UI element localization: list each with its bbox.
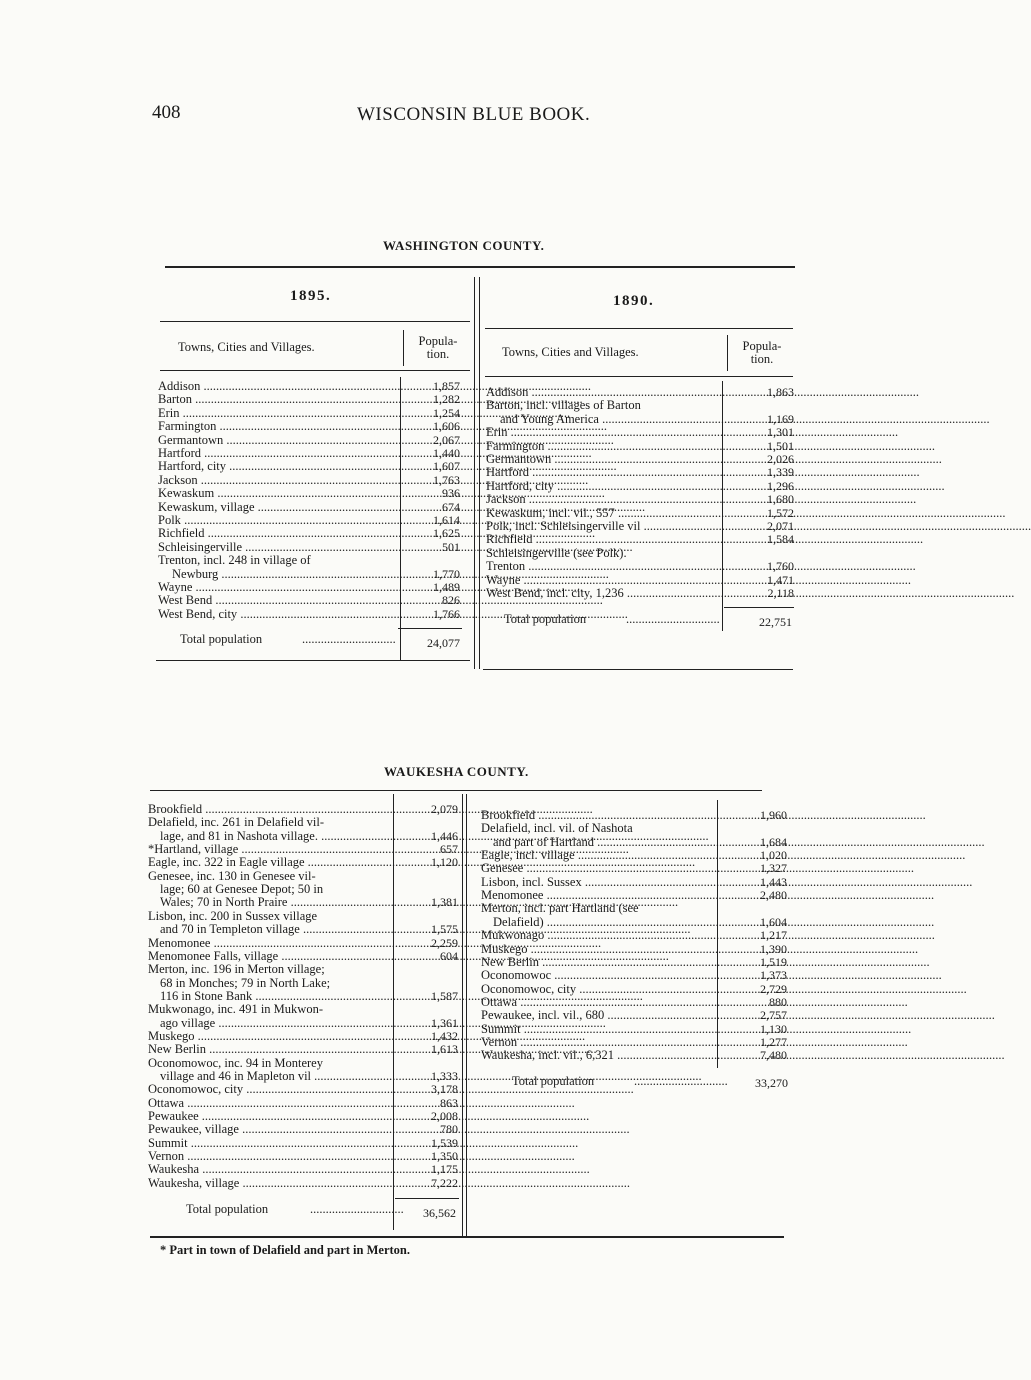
row-value: 1,443 bbox=[760, 874, 787, 889]
population-column-header bbox=[728, 340, 796, 366]
table-row bbox=[486, 413, 796, 426]
row-name: Addison ..... bbox=[486, 386, 720, 399]
table-row bbox=[148, 1030, 460, 1043]
table-row bbox=[486, 480, 796, 493]
page-number: 408 bbox=[152, 102, 181, 123]
table-row bbox=[148, 1123, 460, 1136]
row-name: Kewaskum ..... bbox=[158, 487, 398, 500]
row-name: New Berlin ..... bbox=[148, 1043, 392, 1056]
row-value: 1,471 bbox=[767, 572, 794, 587]
total-population-value: 24,077 bbox=[427, 636, 460, 650]
header-rule bbox=[160, 370, 470, 371]
table-row bbox=[481, 1009, 789, 1022]
row-value: 1,217 bbox=[760, 928, 787, 943]
row-value: 1,350 bbox=[431, 1149, 458, 1164]
row-name: Wayne ..... bbox=[486, 574, 720, 587]
table-row bbox=[158, 380, 468, 393]
table-row bbox=[148, 1043, 460, 1056]
row-name: Pewaukee ..... bbox=[148, 1110, 392, 1123]
table-row bbox=[148, 977, 460, 990]
row-value: 2,480 bbox=[760, 888, 787, 903]
waukesha-county-title: WAUKESHA COUNTY. bbox=[384, 764, 529, 779]
row-value: 1,020 bbox=[760, 848, 787, 863]
row-value: 1,863 bbox=[767, 385, 794, 399]
row-value: 1,254 bbox=[433, 405, 460, 420]
table-row bbox=[158, 554, 468, 567]
table-row bbox=[481, 916, 789, 929]
table-row bbox=[481, 809, 789, 822]
row-value: 2,729 bbox=[760, 981, 787, 996]
row-name: Merton, inc. 196 in Merton village; bbox=[148, 962, 325, 977]
population-header-line: tion. bbox=[750, 352, 774, 366]
row-value: 2,008 bbox=[431, 1109, 458, 1124]
row-name: Oconomowoc, city ..... bbox=[148, 1083, 392, 1096]
row-value: 1,604 bbox=[760, 914, 787, 929]
total-leader: .............................. bbox=[302, 632, 396, 646]
row-value: 826 bbox=[442, 593, 460, 608]
table-row bbox=[148, 1097, 460, 1110]
table-row bbox=[481, 969, 789, 982]
row-value: 1,501 bbox=[767, 438, 794, 453]
row-name: Menomonee Falls, village ..... bbox=[148, 950, 392, 963]
table-row bbox=[486, 507, 796, 520]
row-name: Polk ..... bbox=[158, 514, 398, 527]
row-name: Brookfield ..... bbox=[148, 803, 392, 816]
row-name: Menomonee ..... bbox=[148, 937, 392, 950]
table-row bbox=[158, 407, 468, 420]
table-row bbox=[158, 447, 468, 460]
table-row bbox=[481, 996, 789, 1009]
table-row bbox=[148, 1110, 460, 1123]
row-value: 1,572 bbox=[767, 505, 794, 520]
year-1890-heading: 1890. bbox=[613, 293, 655, 309]
table-row bbox=[148, 923, 460, 936]
table-row bbox=[148, 937, 460, 950]
table-row bbox=[481, 956, 789, 969]
row-value: 1,760 bbox=[767, 559, 794, 574]
table-row bbox=[481, 862, 789, 875]
row-value: 1,373 bbox=[760, 968, 787, 983]
row-name: Brookfield ..... bbox=[481, 809, 715, 822]
row-name: Delafield, inc. 261 in Delafield vil- bbox=[148, 815, 324, 830]
table-row bbox=[481, 902, 789, 915]
table-row bbox=[148, 910, 460, 923]
table-row bbox=[158, 514, 468, 527]
row-name: Wales; 70 in North Praire ..... bbox=[160, 896, 392, 909]
row-name: Oconomowoc ..... bbox=[481, 969, 715, 982]
row-name: *Hartland, village ..... bbox=[148, 843, 392, 856]
row-value: 1,763 bbox=[433, 472, 460, 487]
row-name: Newburg ..... bbox=[172, 568, 398, 581]
row-name: 68 in Monches; 79 in North Lake; bbox=[160, 975, 331, 990]
row-value: 1,770 bbox=[433, 566, 460, 581]
row-value: 2,079 bbox=[431, 802, 458, 816]
row-name: Erin ..... bbox=[158, 407, 398, 420]
total-population-value: 22,751 bbox=[759, 615, 792, 629]
towns-column-header: Towns, Cities and Villages. bbox=[178, 340, 315, 354]
table-row bbox=[148, 870, 460, 883]
row-value: 863 bbox=[440, 1095, 458, 1110]
row-name: Schleisingerville ..... bbox=[158, 541, 398, 554]
row-name: Schleisingerville (see Polk). bbox=[486, 545, 627, 560]
header-rule bbox=[160, 321, 470, 322]
row-name: Mukwonago, inc. 491 in Mukwon- bbox=[148, 1002, 323, 1017]
row-value: 1,169 bbox=[767, 411, 794, 426]
year-1895-heading: 1895. bbox=[290, 288, 332, 304]
row-name: New Berlin ..... bbox=[481, 956, 715, 969]
table-row bbox=[148, 856, 460, 869]
row-value: 1,606 bbox=[433, 419, 460, 434]
row-value: 1,296 bbox=[767, 478, 794, 493]
table-row bbox=[481, 983, 789, 996]
table-row bbox=[158, 541, 468, 554]
row-value: 1,960 bbox=[760, 808, 787, 822]
row-name: Hartford, city ..... bbox=[486, 480, 720, 493]
table-row bbox=[148, 1003, 460, 1016]
row-name: Oconomowoc, inc. 94 in Monterey bbox=[148, 1055, 323, 1070]
row-name: Ottawa ..... bbox=[481, 996, 715, 1009]
row-value: 1,301 bbox=[767, 425, 794, 440]
row-value: 1,390 bbox=[760, 941, 787, 956]
table-row bbox=[148, 830, 460, 843]
table-row bbox=[486, 560, 796, 573]
row-name: Merton, incl. part Hartland (see bbox=[481, 901, 639, 916]
table-row bbox=[148, 1057, 460, 1070]
row-value: 1,684 bbox=[760, 834, 787, 849]
row-name: ago village ..... bbox=[160, 1017, 392, 1030]
row-name: Erin ..... bbox=[486, 426, 720, 439]
total-rule bbox=[724, 607, 794, 608]
row-value: 501 bbox=[442, 539, 460, 554]
row-value: 1,519 bbox=[760, 954, 787, 969]
table-row bbox=[148, 1017, 460, 1030]
row-name: Kewaskum, village ..... bbox=[158, 501, 398, 514]
row-name: Vernon ..... bbox=[481, 1036, 715, 1049]
row-name: Lisbon, incl. Sussex ..... bbox=[481, 876, 715, 889]
table-row bbox=[486, 587, 796, 600]
table-top-rule bbox=[165, 266, 795, 268]
row-name: Farmington ..... bbox=[158, 420, 398, 433]
row-value: 1,766 bbox=[433, 606, 460, 621]
row-name: Menomonee ..... bbox=[481, 889, 715, 902]
row-value: 7,480 bbox=[760, 1048, 787, 1063]
row-name: Polk, incl. Schleisingerville vil ..... bbox=[486, 520, 720, 533]
row-value: 1,440 bbox=[433, 446, 460, 460]
row-value: 2,259 bbox=[431, 935, 458, 950]
row-value: 657 bbox=[440, 842, 458, 857]
row-value: 1,539 bbox=[431, 1135, 458, 1150]
table-row bbox=[486, 386, 796, 399]
total-leader: .............................. bbox=[626, 612, 720, 626]
row-name: Mukwonago ..... bbox=[481, 929, 715, 942]
row-name: Genesee, inc. 130 in Genesee vil- bbox=[148, 868, 316, 883]
row-name: Richfield ..... bbox=[486, 533, 720, 546]
row-value: 2,757 bbox=[760, 1008, 787, 1023]
row-name: Delafield) ..... bbox=[493, 916, 715, 929]
row-value: 880 bbox=[769, 994, 787, 1009]
row-name: Richfield ..... bbox=[158, 527, 398, 540]
row-value: 1,857 bbox=[433, 379, 460, 393]
table-row bbox=[148, 1163, 460, 1176]
table-row bbox=[486, 426, 796, 439]
row-value: 1,333 bbox=[431, 1069, 458, 1083]
table-bottom-rule bbox=[483, 669, 793, 670]
row-name: Eagle, incl. village ..... bbox=[481, 849, 715, 862]
total-population-label: Total population bbox=[512, 1074, 595, 1088]
row-name: Ottawa ..... bbox=[148, 1097, 392, 1110]
row-name: Hartford ..... bbox=[486, 466, 720, 479]
row-value: 3,178 bbox=[431, 1082, 458, 1097]
row-name: 116 in Stone Bank ..... bbox=[160, 990, 392, 1003]
table-row bbox=[481, 1036, 789, 1049]
row-name: Germantown ..... bbox=[158, 434, 398, 447]
table-row bbox=[486, 533, 796, 546]
row-value: 1,607 bbox=[433, 459, 460, 474]
population-header-line: tion. bbox=[426, 347, 450, 361]
table-row bbox=[481, 929, 789, 942]
table-row bbox=[481, 1023, 789, 1036]
row-value: 1,587 bbox=[431, 988, 458, 1003]
row-name: Addison ..... bbox=[158, 380, 398, 393]
table-row bbox=[148, 963, 460, 976]
table-row bbox=[148, 803, 460, 816]
table-row bbox=[486, 440, 796, 453]
table-row bbox=[158, 527, 468, 540]
row-value: 1,120 bbox=[431, 855, 458, 870]
row-name: Waukesha, incl. vil., 6,321 ..... bbox=[481, 1049, 715, 1062]
table-row bbox=[158, 568, 468, 581]
table-row bbox=[486, 574, 796, 587]
table-row bbox=[158, 474, 468, 487]
table-row bbox=[486, 493, 796, 506]
row-name: Eagle, inc. 322 in Eagle village ..... bbox=[148, 856, 392, 869]
row-name: Delafield, incl. vil. of Nashota bbox=[481, 821, 633, 836]
row-value: 1,613 bbox=[431, 1042, 458, 1057]
population-header-line: Popula- bbox=[418, 334, 458, 348]
row-name: Barton, incl. villages of Barton bbox=[486, 398, 641, 413]
row-value: 1,432 bbox=[431, 1028, 458, 1043]
footnote: * Part in town of Delafield and part in Merton. bbox=[160, 1243, 410, 1257]
row-value: 1,575 bbox=[431, 922, 458, 937]
row-name: Lisbon, inc. 200 in Sussex village bbox=[148, 908, 318, 923]
row-value: 1,282 bbox=[433, 392, 460, 407]
row-name: Waukesha ..... bbox=[148, 1163, 392, 1176]
total-rule bbox=[398, 628, 462, 629]
table-row bbox=[148, 1083, 460, 1096]
row-name: Muskego ..... bbox=[481, 943, 715, 956]
table-row bbox=[158, 608, 468, 621]
total-population-value: 36,562 bbox=[423, 1206, 456, 1220]
row-name: Trenton ..... bbox=[486, 560, 720, 573]
row-name: Muskego ..... bbox=[148, 1030, 392, 1043]
total-population-label: Total population bbox=[186, 1202, 269, 1216]
row-name: and 70 in Templeton village ..... bbox=[160, 923, 392, 936]
row-value: 2,071 bbox=[767, 519, 794, 533]
row-name: and Young America ..... bbox=[500, 413, 720, 426]
table-bottom-rule bbox=[150, 1236, 784, 1238]
table-row bbox=[486, 466, 796, 479]
row-value: 1,130 bbox=[760, 1021, 787, 1036]
row-name: Barton ..... bbox=[158, 393, 398, 406]
row-name: Kewaskum, incl. vil., 557 ..... bbox=[486, 507, 720, 520]
row-value: 1,175 bbox=[431, 1162, 458, 1177]
table-row bbox=[158, 581, 468, 594]
row-name: lage; 60 at Genesee Depot; 50 in bbox=[160, 882, 324, 897]
table-row bbox=[148, 1150, 460, 1163]
row-name: Genesee ..... bbox=[481, 862, 715, 875]
table-row bbox=[481, 889, 789, 902]
table-row bbox=[148, 883, 460, 896]
population-header-line: Popula- bbox=[742, 339, 782, 353]
row-value: 1,625 bbox=[433, 526, 460, 541]
row-name: lage, and 81 in Nashota village. ..... bbox=[160, 830, 392, 843]
total-population-label: Total population bbox=[504, 612, 587, 626]
total-population-label: Total population bbox=[180, 632, 263, 646]
table-row bbox=[486, 520, 796, 533]
row-value: 2,026 bbox=[767, 452, 794, 466]
row-name: Trenton, incl. 248 in village of bbox=[158, 553, 311, 568]
table-row bbox=[486, 547, 796, 560]
table-row bbox=[158, 487, 468, 500]
row-name: Oconomowoc, city ..... bbox=[481, 983, 715, 996]
row-value: 1,381 bbox=[431, 895, 458, 910]
towns-column-header: Towns, Cities and Villages. bbox=[502, 345, 639, 359]
row-name: Hartford ..... bbox=[158, 447, 398, 460]
running-head: WISCONSIN BLUE BOOK. bbox=[357, 104, 591, 125]
table-row bbox=[481, 876, 789, 889]
table-bottom-rule bbox=[156, 660, 470, 661]
row-value: 1,361 bbox=[431, 1015, 458, 1030]
table-row bbox=[148, 816, 460, 829]
row-name: Jackson ..... bbox=[486, 493, 720, 506]
row-value: 1,584 bbox=[767, 532, 794, 547]
table-row bbox=[148, 896, 460, 909]
table-row bbox=[481, 836, 789, 849]
header-rule bbox=[485, 328, 793, 329]
row-value: 936 bbox=[442, 486, 460, 501]
table-row bbox=[481, 1049, 789, 1062]
row-value: 1,680 bbox=[767, 492, 794, 507]
row-name: Pewaukee, village ..... bbox=[148, 1123, 392, 1136]
table-row bbox=[158, 501, 468, 514]
table-row bbox=[481, 849, 789, 862]
header-rule bbox=[485, 376, 793, 377]
row-name: Pewaukee, incl. vil., 680 ..... bbox=[481, 1009, 715, 1022]
row-name: and part of Hartland ..... bbox=[493, 836, 715, 849]
table-row bbox=[481, 822, 789, 835]
total-leader: .............................. bbox=[634, 1074, 728, 1088]
table-row bbox=[158, 460, 468, 473]
row-name: Wayne ..... bbox=[158, 581, 398, 594]
row-name: village and 46 in Mapleton vil ..... bbox=[160, 1070, 392, 1083]
row-name: West Bend, city ..... bbox=[158, 608, 398, 621]
table-row bbox=[148, 843, 460, 856]
table-row bbox=[148, 950, 460, 963]
row-value: 1,277 bbox=[760, 1034, 787, 1049]
total-leader: .............................. bbox=[310, 1202, 404, 1216]
total-population-value: 33,270 bbox=[755, 1076, 788, 1090]
row-name: Jackson ..... bbox=[158, 474, 398, 487]
total-rule bbox=[395, 1198, 459, 1199]
table-row bbox=[486, 453, 796, 466]
row-value: 7,222 bbox=[431, 1175, 458, 1190]
population-column-header bbox=[404, 335, 472, 361]
row-value: 1,489 bbox=[433, 580, 460, 594]
table-row bbox=[158, 434, 468, 447]
table-row bbox=[158, 393, 468, 406]
table-row bbox=[158, 420, 468, 433]
row-name: Waukesha, village ..... bbox=[148, 1177, 392, 1190]
row-name: Summit ..... bbox=[148, 1137, 392, 1150]
row-name: Farmington ..... bbox=[486, 440, 720, 453]
row-value: 2,067 bbox=[433, 432, 460, 447]
row-name: Vernon ..... bbox=[148, 1150, 392, 1163]
row-value: 674 bbox=[442, 499, 460, 514]
table-row bbox=[148, 1137, 460, 1150]
row-value: 2,118 bbox=[767, 586, 794, 600]
table-row bbox=[158, 594, 468, 607]
row-value: 604 bbox=[440, 948, 458, 963]
washington-county-title: WASHINGTON COUNTY. bbox=[383, 238, 545, 253]
row-name: West Bend ..... bbox=[158, 594, 398, 607]
table-top-rule bbox=[150, 790, 762, 791]
row-value: 1,327 bbox=[760, 861, 787, 876]
table-row bbox=[148, 1177, 460, 1190]
table-row bbox=[148, 1070, 460, 1083]
row-name: Germantown ..... bbox=[486, 453, 720, 466]
row-name: Summit ..... bbox=[481, 1023, 715, 1036]
row-name: Hartford, city ..... bbox=[158, 460, 398, 473]
row-value: 1,446 bbox=[431, 828, 458, 843]
row-value: 1,339 bbox=[767, 465, 794, 480]
table-row bbox=[486, 399, 796, 412]
row-value: 780 bbox=[440, 1122, 458, 1137]
table-row bbox=[481, 943, 789, 956]
table-row bbox=[148, 990, 460, 1003]
row-name: West Bend, incl. city, 1,236 ..... bbox=[486, 587, 720, 600]
row-value: 1,614 bbox=[433, 513, 460, 527]
